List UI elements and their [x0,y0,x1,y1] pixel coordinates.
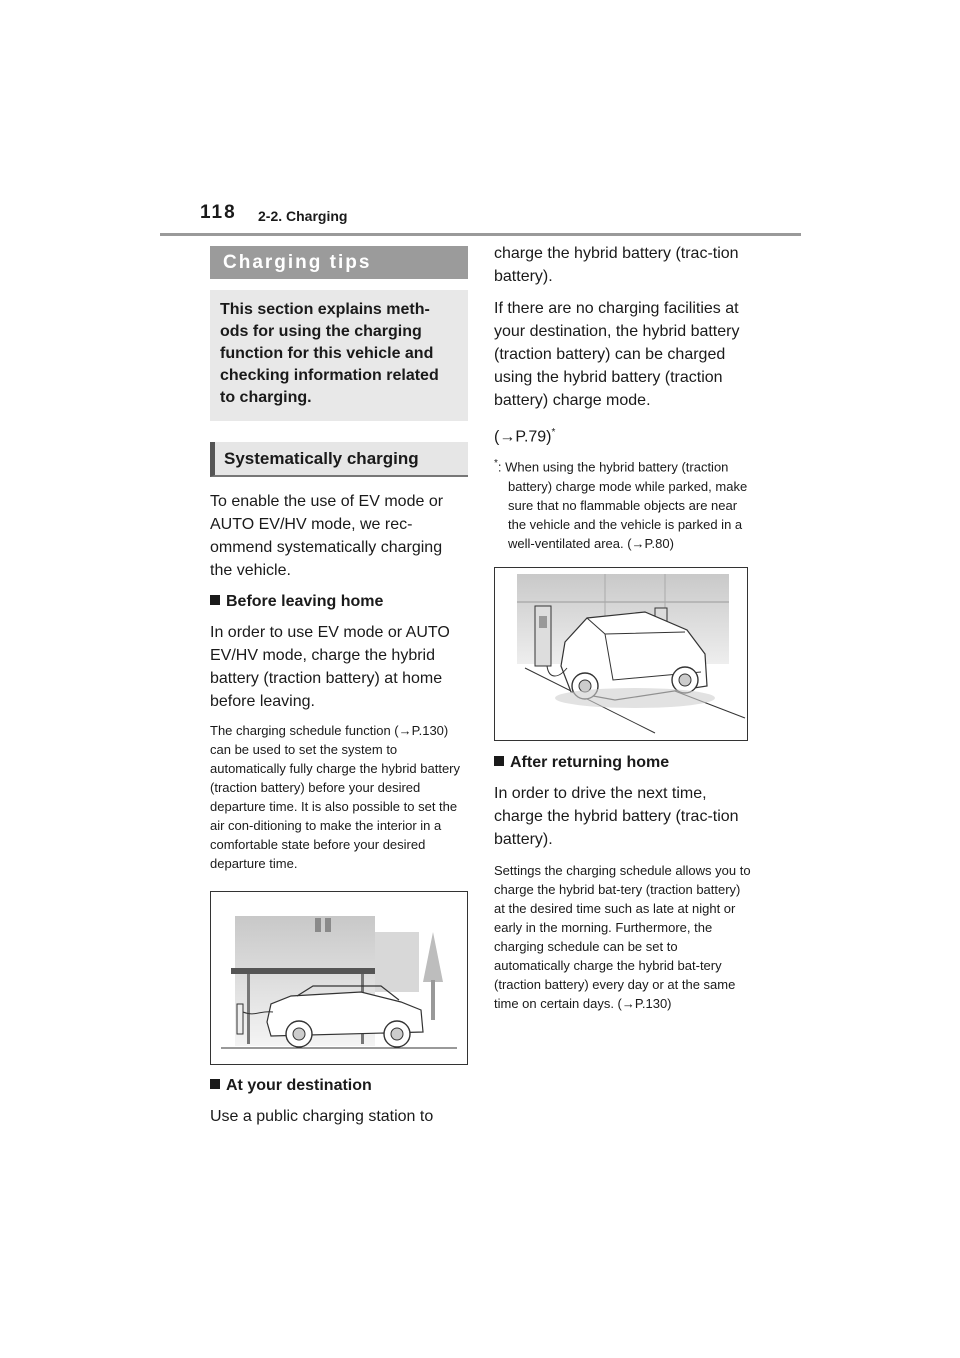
right-column [494,246,752,1013]
subheading: Systematically charging [210,442,468,477]
bullet-heading-label: After returning home [510,753,670,771]
public-charging-illustration [495,568,747,740]
small-paragraph-settings: Settings the charging schedule allows you to charge the hybrid bat-tery (traction battery) at the desired time such as late at night or early in the morning. Furthermore, the charging schedule can be set to automatically charge the hybrid bat-tery (traction battery) every day or at the same time on certain days. (→P.130) [494,862,751,1011]
page-number: 118 [200,202,237,223]
section-title: Charging tips [210,246,468,279]
bullet-heading-destination [210,1075,468,1097]
paragraph-before-leaving: In order to use EV mode or AUTO EV/HV mode, charge the hybrid battery (traction battery) at home before leaving. [210,624,450,710]
small-paragraph-schedule: The charging schedule function (→P.130) can be used to set the system to automatically fully charge the hybrid battery (traction battery) before your desired departure time. It is also possible to set the air con-ditioning to make the interior in a comfortable state before your desired departure time. [210,723,461,871]
illustration-home-charging [210,891,468,1065]
intro-box: This section explains meth-ods for using the charging function for this vehicle and checking information related to charging. [210,290,468,421]
paragraph-systematic: To enable the use of EV mode or AUTO EV/HV mode, we rec-ommend systematically charging the vehicle. [210,493,444,579]
reference-text: (→P.79) [494,428,552,446]
header-rule [160,233,801,236]
bullet-heading-after-returning [494,752,752,774]
page-reference [494,421,752,448]
paragraph-destination: Use a public charging station to [210,1108,434,1125]
footnote-text: : When using the hybrid battery (traction battery) charge mode while parked, make sure that no flammable objects are near the vehicle and the vehicle is parked in a well-ventilated area. (→P.80) [497,459,748,551]
paragraph-no-facilities: If there are no charging facilities at your destination, the hybrid battery (traction battery) can be charged using the hybrid battery (traction battery) charge mode. [494,300,740,409]
paragraph-destination-cont: charge the hybrid battery (trac-tion battery). [494,245,739,285]
square-bullet-icon [494,756,504,766]
left-column [210,246,468,1128]
footnote-mark: * [494,458,498,470]
home-charging-illustration [211,892,467,1064]
bullet-heading-label: Before leaving home [226,593,384,610]
footnote [494,454,752,552]
square-bullet-icon [210,1079,220,1089]
footnote-mark: * [551,427,556,438]
paragraph-after-returning: In order to drive the next time, charge the hybrid battery (trac-tion battery). [494,784,739,848]
illustration-public-charging [494,567,748,741]
section-header: 2-2. Charging [258,208,348,224]
bullet-heading-label: At your destination [226,1077,372,1094]
bullet-heading-before-leaving [210,591,468,613]
square-bullet-icon [210,595,220,605]
